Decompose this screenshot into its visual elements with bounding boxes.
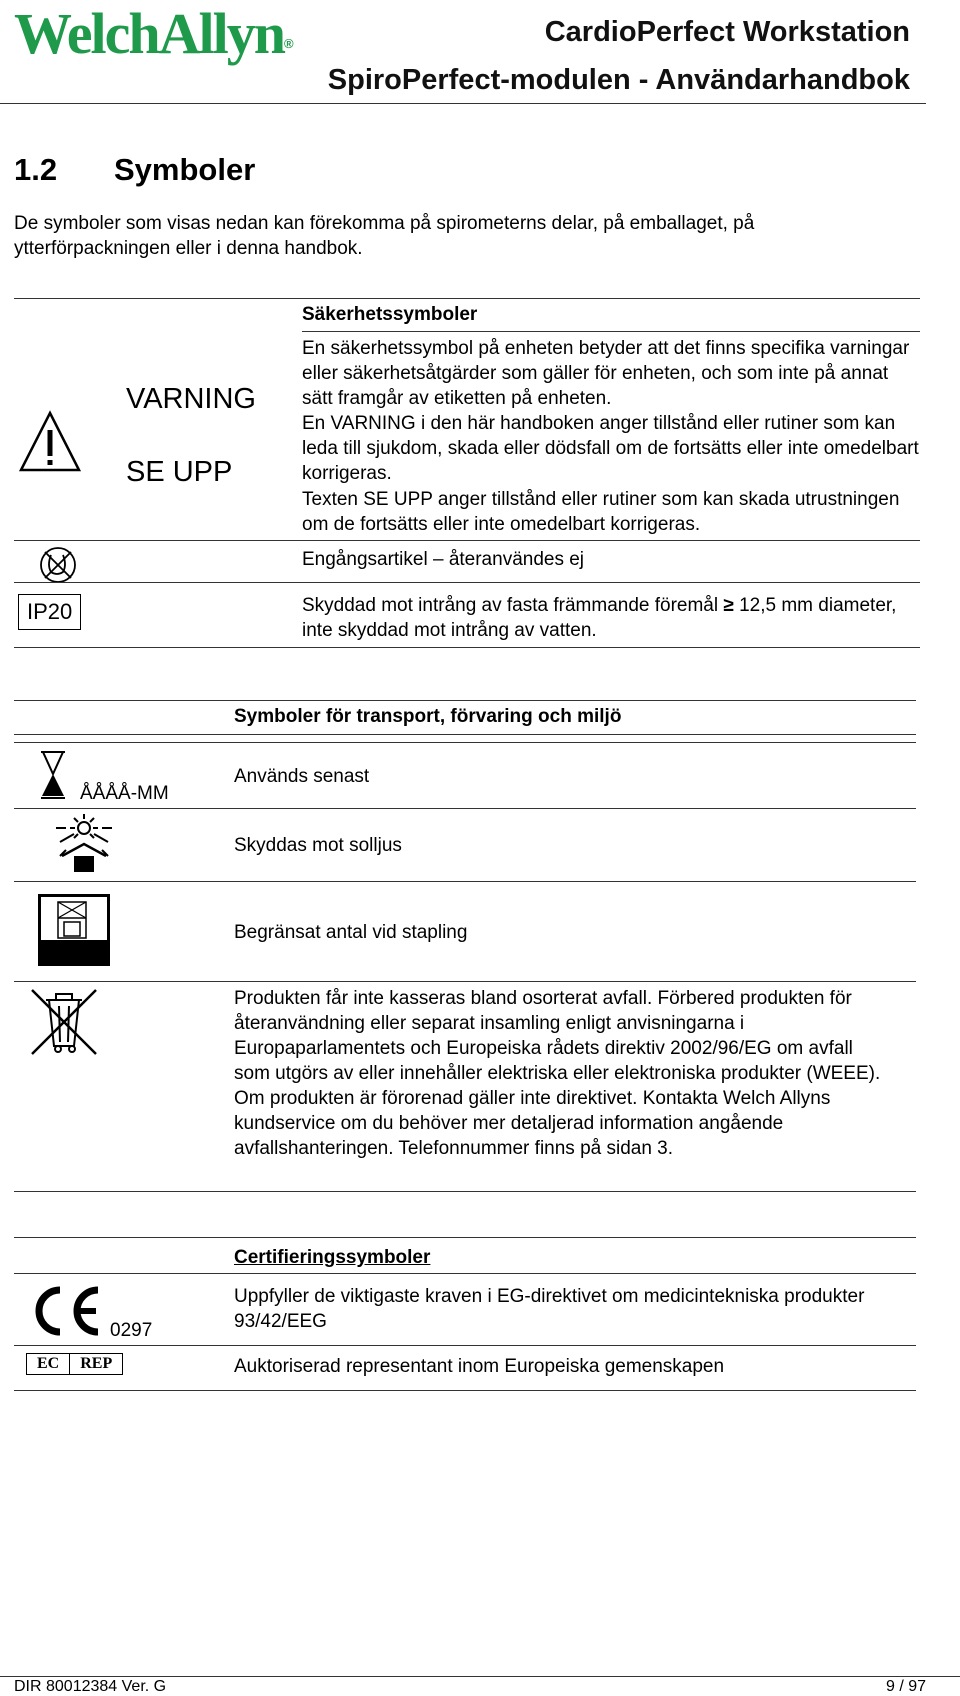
table-rule xyxy=(14,734,916,735)
ec-rep-text: Auktoriserad representant inom Europeiska gemenskapen xyxy=(234,1356,725,1377)
stacking-text: Begränsat antal vid stapling xyxy=(234,922,468,943)
cert-heading: Certifieringssymboler xyxy=(234,1247,431,1268)
table-rule xyxy=(14,1273,916,1274)
date-format: ÅÅÅÅ-MM xyxy=(80,783,169,804)
doc-number: DIR 80012384 Ver. G xyxy=(14,1678,167,1695)
table-rule xyxy=(14,981,916,982)
warning-label: VARNING xyxy=(126,383,256,415)
welch-allyn-logo: WelchAllyn® xyxy=(14,1,294,66)
footer-rule xyxy=(0,1676,960,1677)
single-use-text: Engångsartikel – återanvändes ej xyxy=(302,549,585,570)
table-rule xyxy=(14,1345,916,1346)
hourglass-icon xyxy=(38,750,68,800)
warning-paragraph: En VARNING i den här handboken anger tillstånd eller rutiner som kan leda till sjukdom, skada eller dödsfall om de fortsätts eller inte omedelbart korrigeras. xyxy=(302,413,919,484)
sunlight-icon xyxy=(52,812,116,876)
caution-paragraph: Texten SE UPP anger tillstånd eller rutiner som kan skada utrustningen om de fortsätts eller inte omedelbart korrigeras. xyxy=(302,489,900,535)
caution-label: SE UPP xyxy=(126,456,233,488)
ec-label: EC xyxy=(37,1355,60,1372)
section-number: 1.2 xyxy=(14,152,58,187)
use-by-text: Används senast xyxy=(234,766,370,787)
table-rule xyxy=(14,298,920,299)
product-title: CardioPerfect Workstation xyxy=(544,16,910,48)
weee-bin-icon xyxy=(28,986,100,1058)
table-rule xyxy=(14,1237,916,1238)
table-rule xyxy=(14,540,920,541)
single-use-icon xyxy=(38,545,78,585)
table-rule xyxy=(14,808,916,809)
table-rule xyxy=(14,700,916,701)
ce-number: 0297 xyxy=(110,1320,153,1341)
ce-text: Uppfyller de viktigaste kraven i EG-direktivet om medicintekniska produkter 93/42/EEG xyxy=(234,1286,865,1332)
stacking-limit-icon xyxy=(38,894,110,966)
table-rule xyxy=(302,331,920,332)
section-title: Symboler xyxy=(114,152,256,187)
safety-paragraph: En säkerhetssymbol på enheten betyder att det finns specifika varningar eller säkerhetsåtgärder som gäller för enheten, och som inte på annat sätt framgår av etiketten på enheten. xyxy=(302,338,910,409)
table-rule xyxy=(14,881,916,882)
weee-text: Produkten får inte kasseras bland osorterat avfall. Förbered produkten för återanvändning eller separat insamling enligt anvisningarna i Europaparlamentets och Europeiska rådets direktiv 2002/96/EG om avfall som utgörs av eller innehåller elektriska eller elektroniska produkter (WEEE). Om produkten är förorenad gäller inte direktivet. Kontakta Welch Allyns kundservice om du behöver mer detaljerad information angående avfallshanteringen. Telefonnummer finns på sidan 3. xyxy=(234,988,881,1159)
ce-mark-icon xyxy=(24,1284,104,1338)
safety-heading: Säkerhetssymboler xyxy=(302,304,478,325)
section-intro: De symboler som visas nedan kan förekomma på spirometerns delar, på emballaget, på ytterförpackningen eller i denna handbok. xyxy=(14,213,755,259)
table-rule xyxy=(14,1390,916,1391)
header-rule xyxy=(0,103,926,104)
manual-title: SpiroPerfect-modulen - Användarhandbok xyxy=(327,64,910,96)
ec-rep-symbol xyxy=(26,1353,123,1375)
table-rule xyxy=(14,1191,916,1192)
sunlight-text: Skyddas mot solljus xyxy=(234,835,402,856)
ip20-text: Skyddad mot intrång av fasta främmande föremål ≥ 12,5 mm diameter, inte skyddad mot intrång av vatten. xyxy=(302,595,897,641)
table-rule xyxy=(14,742,916,743)
table-rule xyxy=(14,582,920,583)
page-number: 9 / 97 xyxy=(885,1678,926,1695)
transport-heading: Symboler för transport, förvaring och miljö xyxy=(234,706,622,727)
table-rule xyxy=(14,647,920,648)
rep-label: REP xyxy=(69,1354,122,1374)
ip20-symbol: IP20 xyxy=(18,594,81,630)
warning-triangle-icon xyxy=(18,410,82,474)
